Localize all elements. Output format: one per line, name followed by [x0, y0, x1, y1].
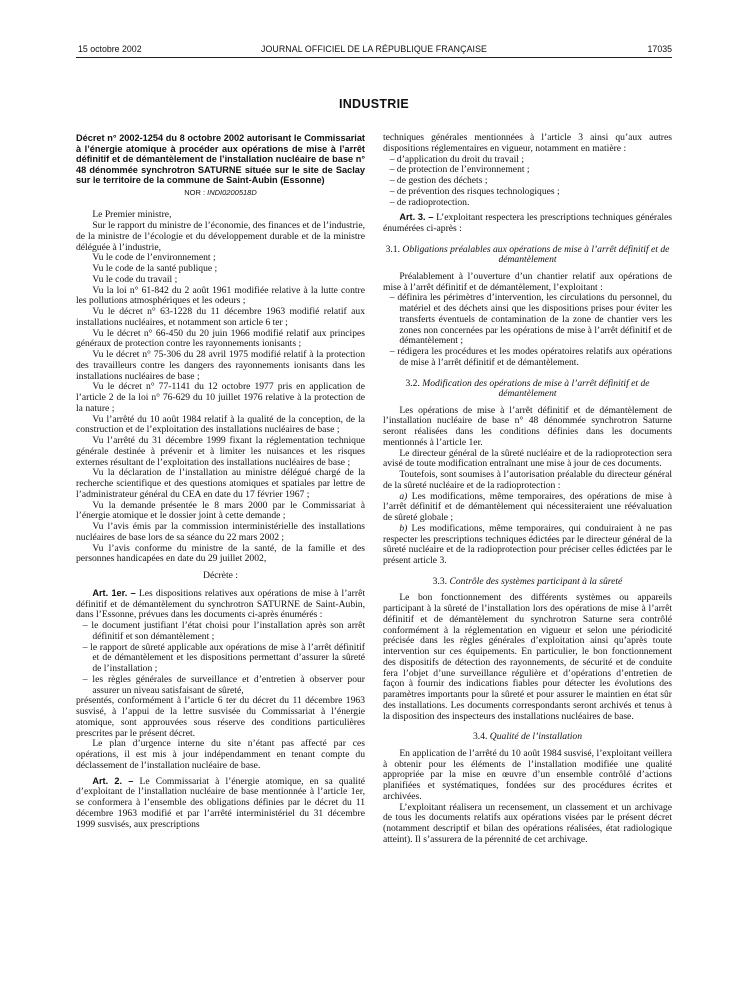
- visa: Vu l’arrêté du 31 décembre 1999 fixant la réglementation technique générale destinée à prévenir et à limiter les nuisances et les risques externes résultant de l’exploitation des installations nucléaires de base ;: [76, 435, 365, 468]
- paragraph: Les opérations de mise à l’arrêt définitif et de démantèlement de l’installation nucléaire de base n° 48 dénommée synchrotron Saturne seront réalisées dans les conditions définies dans les documents mentionnés à l’article 1er.: [383, 404, 672, 448]
- list-item: – le document justifiant l’état choisi pour l’installation après son arrêt définitif et son démantèlement ;: [76, 621, 365, 643]
- subsection-3-1-list: [383, 293, 672, 368]
- article-label: Art. 2. –: [92, 775, 134, 786]
- visa: Vu le code de la santé publique ;: [92, 263, 218, 274]
- paragraph: Préalablement à l’ouverture d’un chantier relatif aux opérations de mise à l’arrêt définitif et de démantèlement, l’exploitant :: [383, 270, 672, 293]
- nor-reference: [76, 188, 365, 199]
- visa: Vu l’arrêté du 10 août 1984 relatif à la qualité de la conception, de la construction et de l’exploitation des installations nucléaires de base ;: [76, 413, 365, 436]
- list-item: – le rapport de sûreté applicable aux opérations de mise à l’arrêt définitif et de démantèlement et les dispositions permettant d’assurer la sûreté de l’installation ;: [76, 643, 365, 675]
- paragraph: Le bon fonctionnement des différents systèmes ou appareils participant à la sûreté de l’installation lors des opérations de mise à l’arrêt définitif et de démantèlement du synchrotron Saturne sera contrôlé conformément à la réglementation en vigueur et selon une périodicité précisée dans les règles générales d’exploitation ainsi qu’après toute intervention sur ces équipements. En particulier, le bon fonctionnement des dispositifs de détection des rayonnements, de sécurité et de conduite fera l’objet d’une surveillance régulière et d’opérations d’entretien de façon à fournir des indications fiables pour détecter les évolutions des paramètres importants pour la sûreté et pour assurer le maintien en état sûr des installations. Les documents correspondants seront archivés et tenus à la disposition des inspecteurs des installations nucléaires de base.: [383, 592, 672, 722]
- list-item: – rédigera les procédures et les modes opératoires relatifs aux opérations de mise à l’arrêt définitif et de démantèlement.: [383, 347, 672, 369]
- paragraph: a) Les modifications, même temporaires, des opérations de mise à l’arrêt définitif et de démantèlement qui nécessiteraient une réévaluation de sûreté globale ;: [383, 490, 672, 523]
- page-number: 17035: [647, 44, 672, 54]
- visa: Vu l’avis conforme du ministre de la santé, de la famille et des personnes handicapées en date du 29 juillet 2002,: [76, 542, 365, 565]
- list-item: – de gestion des déchets ;: [383, 176, 672, 187]
- paragraph: b) Les modifications, même temporaires, qui conduiraient à ne pas respecter les prescriptions techniques édictées par le directeur général de la sûreté nucléaire et de la radioprotection pour préciser celles édictées par le présent article 3.: [383, 522, 672, 566]
- article-1: Art. 1er. – Les dispositions relatives aux opérations de mise à l’arrêt définitif et de démantèlement du synchrotron SATURNE de Saint-Aubin, dans l’Essonne, prévues dans les documents ci-après énumérés :: [76, 587, 365, 621]
- list-item: – définira les périmètres d’intervention, les circulations du personnel, du matériel et des déchets ainsi que les dispositions prises pour éviter les transferts éventuels de contamination de la zone de chantier vers les zones non concernées par les opérations de mise à l’arrêt définitif et de démantèlement ;: [383, 293, 672, 347]
- decree-title: Décret n° 2002-1254 du 8 octobre 2002 autorisant le Commissariat à l’énergie atomique à procéder aux opérations de mise à l’arrêt définitif et de démantèlement de l’installation nucléaire de base n° 48 dénommée synchrotron SATURNE située sur le site de Saclay sur le territoire de la commune de Saint-Aubin (Essonne): [76, 133, 365, 185]
- paragraph: Le directeur général de la sûreté nucléaire et de la radioprotection sera avisé de toute modification entraînant une mise à jour de ces documents.: [383, 447, 672, 470]
- nor-label: NOR :: [184, 187, 208, 197]
- page-header: [0, 44, 748, 56]
- paragraph: Le Premier ministre,: [92, 209, 172, 221]
- visa: Vu le code du travail ;: [92, 273, 178, 285]
- list-item: – de prévention des risques technologiques ;: [383, 187, 672, 198]
- subsection-3-2-heading: 3.2. Modification des opérations de mise à l’arrêt définitif et de démantèlement: [405, 377, 650, 399]
- paragraph: L’exploitant réalisera un recensement, un classement et un archivage de tous les documents relatifs aux opérations visées par le présent décret (notamment descriptif et bilan des opérations réalisées, état radiologique atteint). Il s’assurera de la pérennité de cet archivage.: [383, 801, 672, 845]
- header-rule: [76, 57, 672, 58]
- visa: Vu le décret n° 66-450 du 20 juin 1966 modifié relatif aux principes généraux de protection contre les rayonnements ionisants ;: [76, 327, 365, 350]
- subsection-3-3-heading: 3.3. Contrôle des systèmes participant à la sûreté: [432, 575, 623, 587]
- article-1-list: [76, 621, 365, 696]
- paragraph: techniques générales mentionnées à l’article 3 ainsi qu’aux autres dispositions réglementaires en vigueur, notamment en matière :: [383, 132, 672, 154]
- header-date: 15 octobre 2002: [78, 44, 142, 54]
- decrete-heading: Décrète :: [203, 570, 238, 581]
- visa: Vu le décret n° 77-1141 du 12 octobre 1977 pris en application de l’article 2 de la loi n° 76-629 du 10 juillet 1976 relative à la protection de la nature ;: [76, 381, 365, 414]
- visa: Vu le code de l’environnement ;: [92, 252, 216, 264]
- obligations-list: [383, 155, 672, 209]
- visa: Vu le décret n° 75-306 du 28 avril 1975 modifié relatif à la protection des travailleurs contre les dangers des rayonnements ionisants dans les installations nucléaires de base ;: [76, 349, 365, 382]
- list-item: – de protection de l’environnement ;: [383, 165, 672, 176]
- paragraph: Toutefois, sont soumises à l’autorisation préalable du directeur général de la sûreté nucléaire et de la radioprotection :: [383, 469, 672, 491]
- paragraph: Le plan d’urgence interne du site n’étant pas affecté par ces opérations, il est mis à jour indépendamment en tenant compte du déclassement de l’installation nucléaire de base.: [76, 738, 365, 771]
- article-2: Art. 2. – Le Commissariat à l’énergie atomique, en sa qualité d’exploitant de l’installation nucléaire de base mentionnée à l’article 1er, se conformera à l’ensemble des obligations définies par le décret du 11 décembre 1963 modifié et par l’arrêté interministériel du 31 décembre 1999 susvisés, aux prescriptions: [76, 775, 365, 830]
- paragraph: Sur le rapport du ministre de l’économie, des finances et de l’industrie, de la ministre de l’écologie et du développement durable et de la ministre déléguée à l’industrie,: [76, 220, 365, 253]
- column-right: [383, 133, 672, 846]
- subsection-3-1-heading: 3.1. Obligations préalables aux opérations de mise à l’arrêt définitif et de démantèlement: [385, 243, 670, 266]
- journal-title: JOURNAL OFFICIEL DE LA RÉPUBLIQUE FRANÇAISE: [260, 44, 488, 54]
- article-label: Art. 3. –: [399, 212, 434, 223]
- subsection-3-4-heading: 3.4. Qualité de l’installation: [473, 731, 582, 743]
- nor-code: INDI0200518D: [207, 187, 257, 197]
- visa: Vu l’avis émis par la commission interministérielle des installations nucléaires de base lors de sa séance du 22 mars 2002 ;: [76, 521, 365, 543]
- list-item: – d’application du droit du travail ;: [383, 155, 672, 166]
- list-item: – les règles générales de surveillance et d’entretien à observer pour assurer un niveau satisfaisant de sûreté,: [76, 675, 365, 697]
- article-label: Art. 1er. –: [92, 587, 136, 598]
- section-heading: INDUSTRIE: [338, 97, 410, 111]
- paragraph: En application de l’arrêté du 10 août 1984 susvisé, l’exploitant veillera à obtenir pour les éléments de l’installation modifiée une qualité appropriée par la mise en œuvre d’un ensemble contrôlé d’actions planifiées et systématiques, fondées sur des procédures écrites et archivées.: [383, 747, 672, 802]
- article-3: Art. 3. – L’exploitant respectera les prescriptions techniques générales énumérées ci-après :: [383, 212, 672, 234]
- visa: Vu la loi n° 61-842 du 2 août 1961 modifiée relative à la lutte contre les pollutions atmosphériques et les odeurs ;: [76, 284, 365, 307]
- visa: Vu la demande présentée le 8 mars 2000 par le Commissariat à l’énergie atomique et le dossier joint à cette demande ;: [76, 499, 365, 522]
- visa: Vu la déclaration de l’installation au ministre délégué chargé de la recherche scientifique et des questions atomiques et spatiales par lettre de l’administrateur général du CEA en date du 17 février 1967 ;: [76, 467, 365, 500]
- column-left: [76, 133, 365, 830]
- paragraph: présentés, conformément à l’article 6 ter du décret du 11 décembre 1963 susvisé, à l’appui de la lettre susvisée du Commissariat à l’énergie atomique, sont approuvées sous réserve des conditions particulières prescrites par le présent décret.: [76, 695, 365, 739]
- visa: Vu le décret n° 63-1228 du 11 décembre 1963 modifié relatif aux installations nucléaires, et notamment son article 6 ter ;: [76, 306, 365, 328]
- list-item: – de radioprotection.: [383, 198, 672, 209]
